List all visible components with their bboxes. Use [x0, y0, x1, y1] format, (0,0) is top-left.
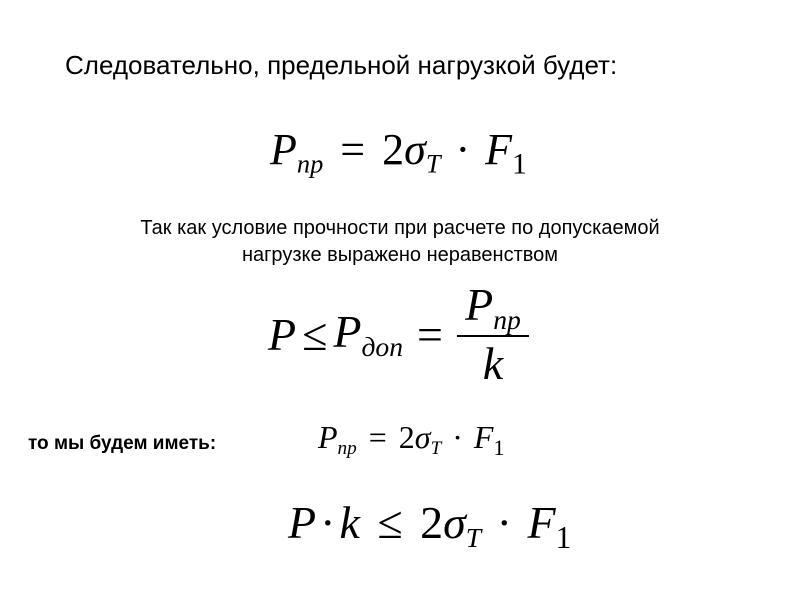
- subscript-T: T: [430, 438, 442, 460]
- multiply-dot: ·: [455, 125, 471, 174]
- explanation-paragraph: [0, 215, 800, 269]
- equals-sign: =: [368, 419, 387, 455]
- symbol-P: P: [465, 279, 494, 330]
- fraction-numerator: [461, 279, 525, 335]
- subscript-1: 1: [512, 147, 527, 181]
- fraction-bar: [457, 335, 529, 337]
- symbol-F: F: [473, 419, 494, 455]
- multiply-dot: ·: [452, 419, 463, 455]
- symbol-sigma: σ: [443, 497, 466, 548]
- equals-sign: =: [417, 308, 443, 360]
- subscript-T: T: [465, 521, 482, 553]
- fraction: [457, 279, 529, 390]
- slide-heading: Следовательно, предельной нагрузкой будет:: [65, 50, 618, 80]
- subscript-dop: доп: [361, 330, 404, 362]
- less-or-equal-sign: ≤: [377, 497, 403, 548]
- formula-limit-load-repeat: [318, 421, 504, 460]
- subscript-T: T: [425, 148, 441, 179]
- equals-sign: =: [340, 125, 366, 174]
- multiply-dot: ·: [496, 497, 512, 548]
- symbol-P: P: [318, 419, 338, 455]
- symbol-P: P: [288, 497, 317, 548]
- less-or-equal-sign: ≤: [302, 308, 328, 360]
- formula-allowable-load: [268, 279, 529, 390]
- symbol-sigma: σ: [414, 419, 431, 455]
- subscript-pr: пр: [296, 148, 324, 179]
- coefficient-2: 2: [398, 419, 415, 455]
- multiply-dot: ·: [320, 497, 336, 548]
- fraction-denominator: k: [482, 338, 504, 390]
- paragraph-line-2: нагрузке выражено неравенством: [241, 244, 559, 266]
- symbol-P: P: [333, 306, 362, 357]
- symbol-sigma: σ: [404, 125, 426, 174]
- symbol-P: P: [268, 308, 297, 360]
- coefficient-2: 2: [382, 125, 405, 174]
- formula-result-inequality: [288, 497, 572, 555]
- symbol-F: F: [527, 497, 556, 548]
- symbol-k: k: [339, 497, 360, 548]
- coefficient-2: 2: [420, 497, 444, 548]
- paragraph-line-1: Так как условие прочности при расчете по допускаемой: [140, 217, 660, 239]
- formula-limit-load: [270, 125, 527, 181]
- symbol-P: P: [270, 125, 297, 174]
- subscript-1: 1: [555, 520, 572, 555]
- symbol-F: F: [485, 125, 513, 174]
- subscript-pr: пр: [493, 303, 521, 335]
- subscript-1: 1: [493, 435, 505, 460]
- lead-text: то мы будем иметь:: [28, 433, 217, 454]
- subscript-pr: пр: [337, 438, 357, 460]
